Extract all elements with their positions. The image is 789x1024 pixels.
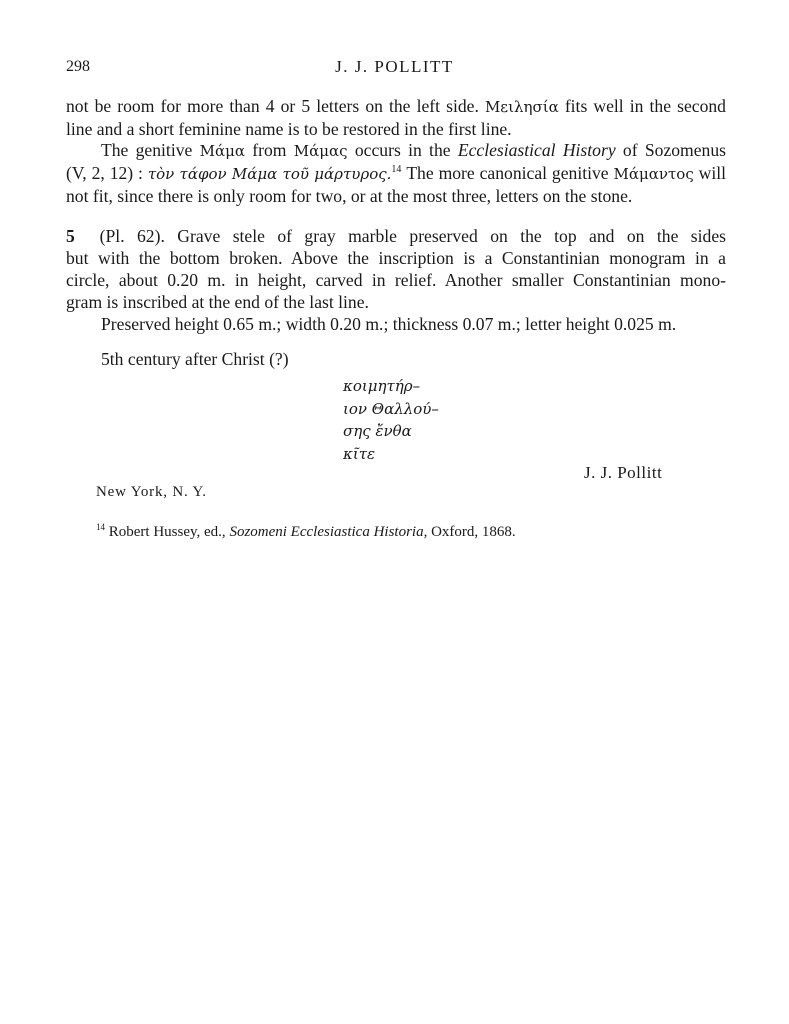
text-run: fits well in the second bbox=[564, 96, 726, 116]
entry-number: 5 bbox=[66, 226, 75, 246]
author-location: New York, N. Y. bbox=[96, 484, 207, 500]
paragraph-1-line-2: line and a short feminine name is to be restored in the first line. bbox=[66, 119, 512, 139]
footnote-mark: 14 bbox=[96, 522, 105, 532]
inscription-line: σης ἔνθα bbox=[343, 422, 412, 440]
text-run: of Sozomenus bbox=[622, 140, 726, 160]
greek-word: Μάμας bbox=[293, 142, 348, 160]
text-run: will bbox=[698, 163, 726, 183]
text-run: occurs in the bbox=[354, 140, 451, 160]
paragraph-3 bbox=[66, 225, 726, 313]
citation: (V, 2, 12) : bbox=[66, 163, 143, 183]
paragraph-2-line-2 bbox=[66, 162, 726, 185]
author-signature: J. J. Pollitt bbox=[584, 463, 663, 482]
text-run: The more canonical genitive bbox=[406, 163, 609, 183]
text-run: The genitive bbox=[101, 140, 193, 160]
greek-word: Μειλησία bbox=[484, 98, 559, 116]
paragraph-2 bbox=[66, 139, 726, 207]
running-head: J. J. POLLITT bbox=[335, 57, 454, 76]
greek-word: Μάμαντος bbox=[613, 165, 694, 183]
text-run: Robert Hussey, ed., bbox=[108, 524, 226, 540]
text-run: Oxford, 1868. bbox=[431, 524, 516, 540]
paragraph-1 bbox=[66, 95, 726, 140]
inscription-line: κῖτε bbox=[343, 444, 376, 463]
paragraph-1-line-1 bbox=[66, 95, 726, 118]
text-run: (Pl. 62). Grave stele of gray marble preserved on the top and on the sides bbox=[99, 226, 726, 246]
greek-word: Μάμα bbox=[199, 142, 245, 160]
paragraph-3-line-2: but with the bottom broken. Above the inscription is a Constantinian monogram in a bbox=[66, 248, 726, 268]
text-run: from bbox=[252, 140, 287, 160]
book-title: Sozomeni Ecclesiastica Historia, bbox=[229, 524, 428, 540]
book-title: Ecclesiastical History bbox=[457, 140, 616, 160]
page-number: 298 bbox=[66, 58, 90, 75]
inscription bbox=[343, 375, 439, 465]
greek-quote: τὸν τάφον Μάμα τοῦ μάρτυρος. bbox=[147, 165, 392, 183]
paragraph-4: Preserved height 0.65 m.; width 0.20 m.; thickness 0.07 m.; letter height 0.025 m. bbox=[101, 314, 677, 334]
paragraph-2-line-3: not fit, since there is only room for two, or at the most three, letters on the stone. bbox=[66, 186, 633, 206]
text-run: not be room for more than 4 or 5 letters on the left side. bbox=[66, 96, 479, 116]
inscription-line: ιον Θαλλού– bbox=[343, 399, 439, 418]
date-line: 5th century after Christ (?) bbox=[101, 349, 289, 369]
paragraph-3-line-1 bbox=[66, 225, 726, 247]
footnote-ref: 14 bbox=[391, 164, 402, 176]
paragraph-2-line-1 bbox=[66, 139, 726, 162]
paragraph-3-line-3: circle, about 0.20 m. in height, carved in relief. Another smaller Constantinian mono- bbox=[66, 270, 726, 290]
paragraph-3-line-4: gram is inscribed at the end of the last line. bbox=[66, 292, 369, 312]
footnote bbox=[96, 524, 516, 541]
inscription-line: κοιμητήρ– bbox=[343, 377, 421, 395]
